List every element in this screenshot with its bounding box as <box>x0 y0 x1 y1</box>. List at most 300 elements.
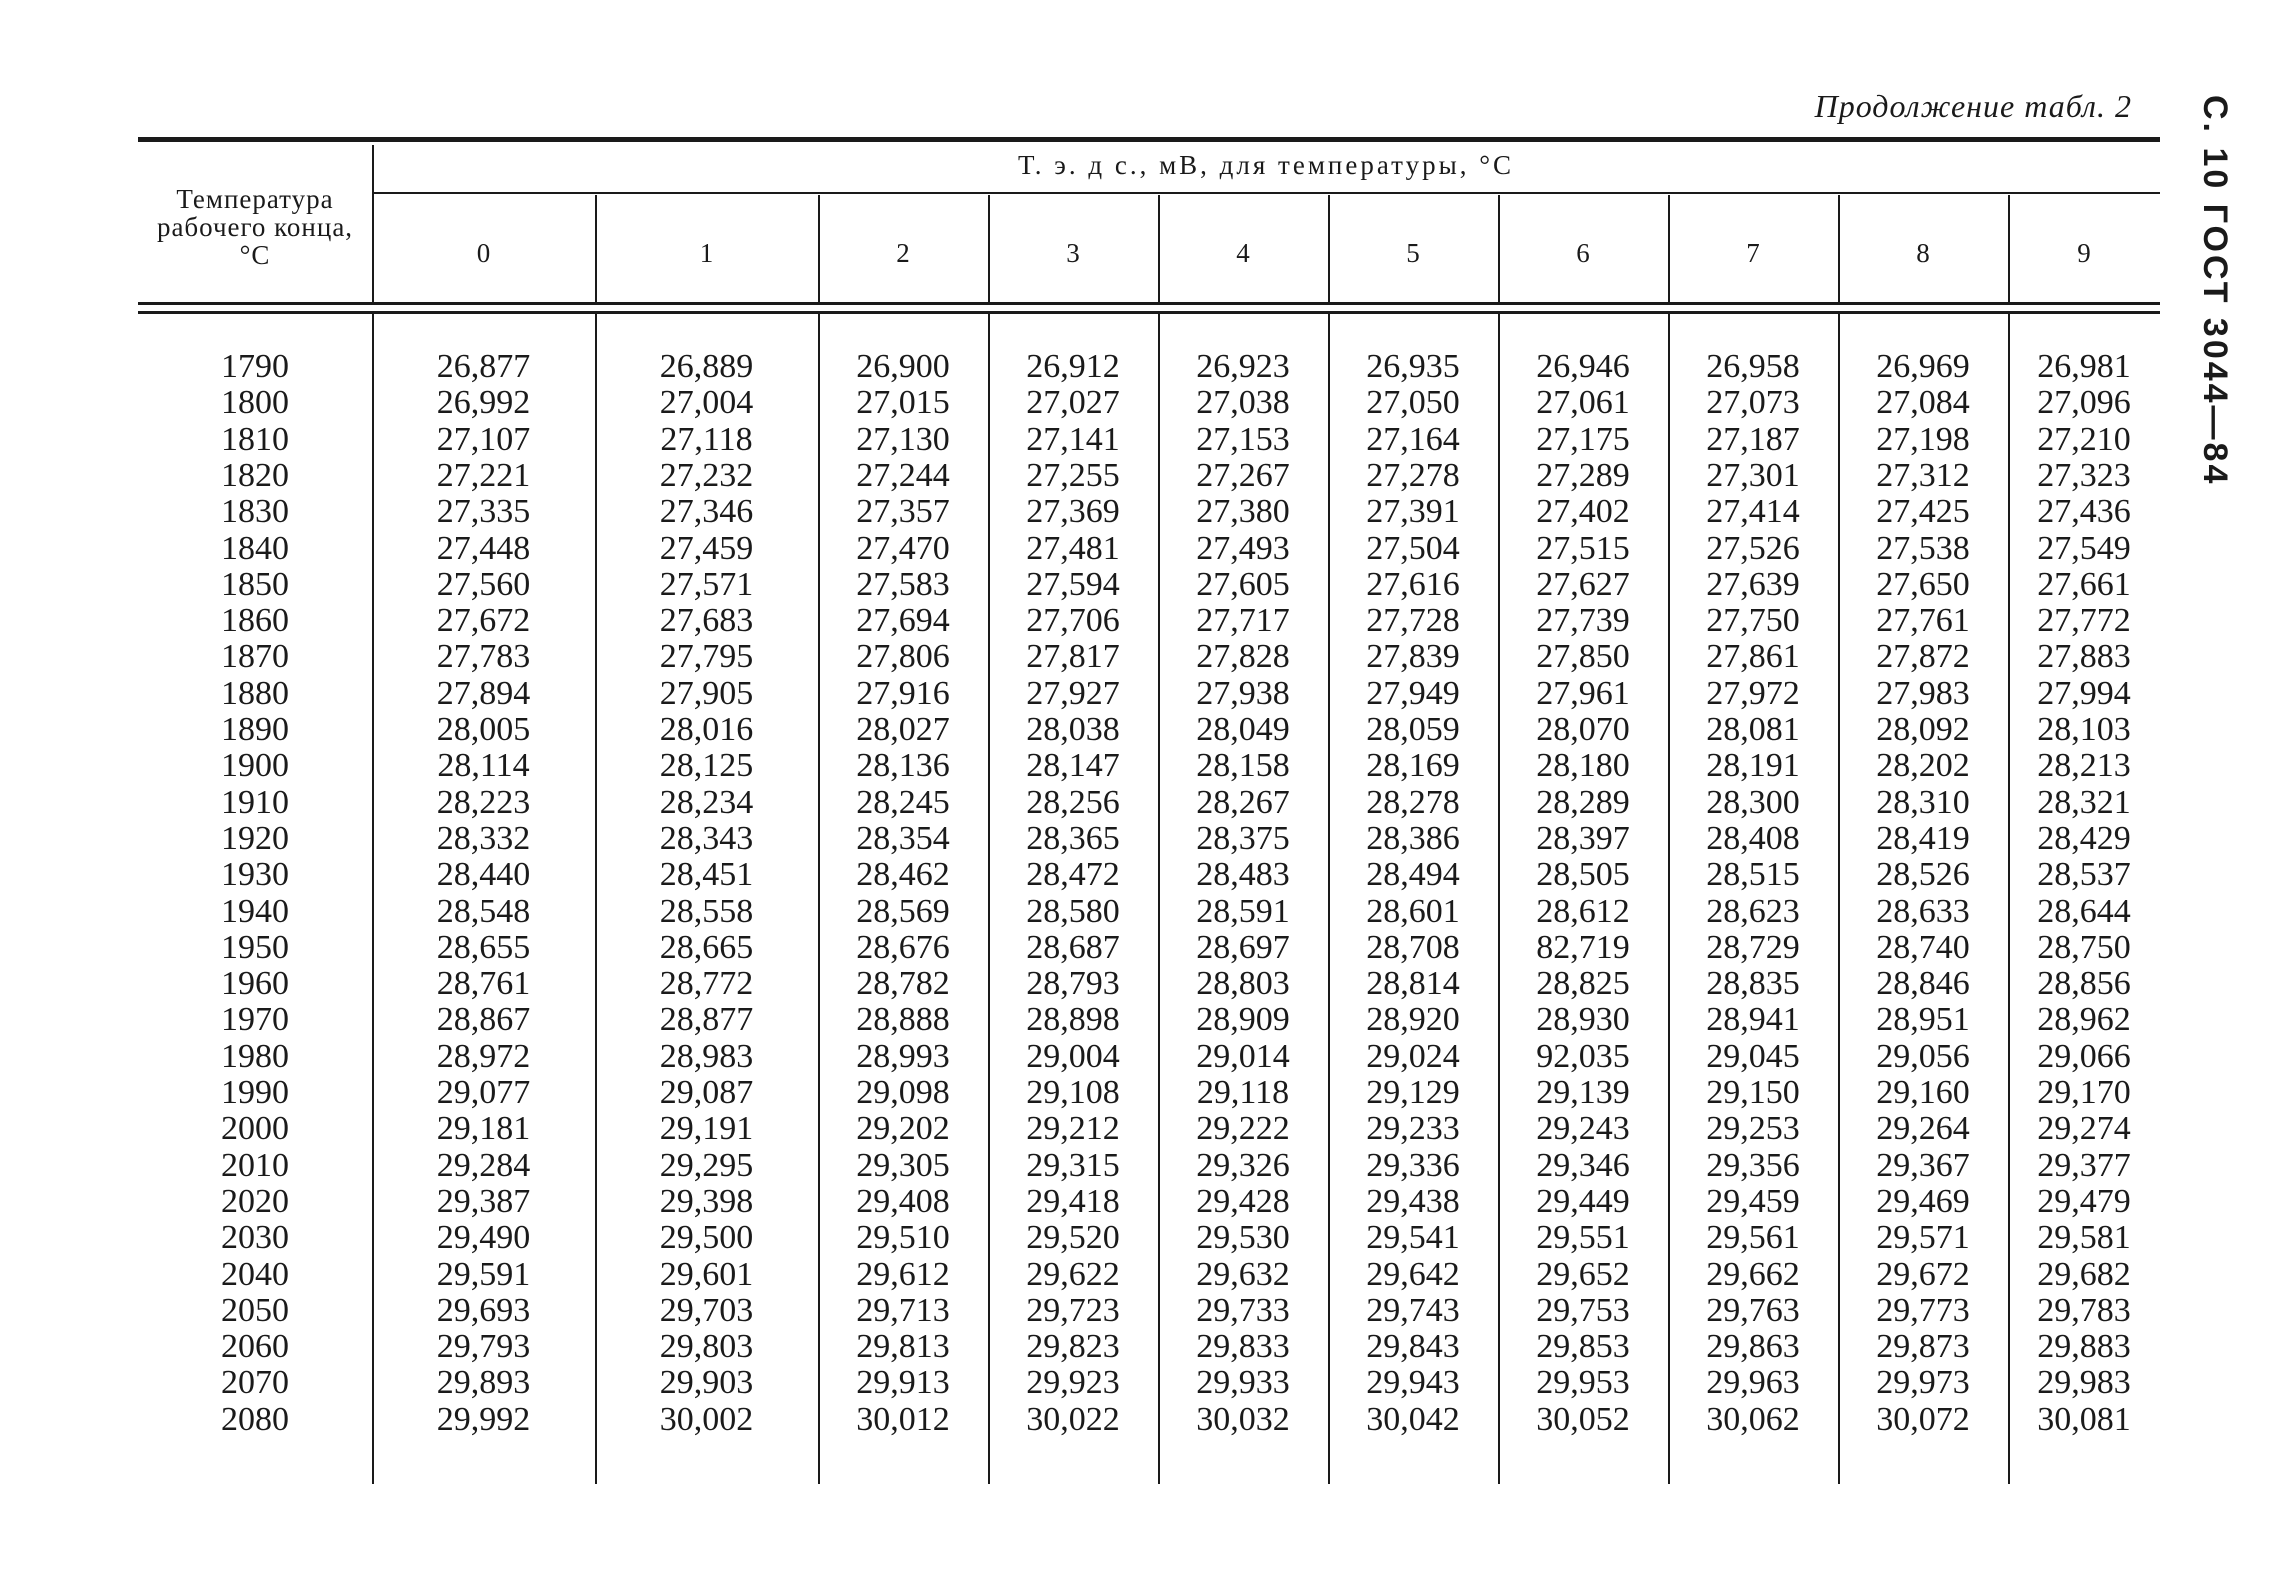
table-cell: 29,408 <box>856 1182 950 1220</box>
table-cell: 29,449 <box>1536 1182 1630 1220</box>
table-cell: 27,650 <box>1876 565 1970 603</box>
table-cell: 28,898 <box>1026 1001 1120 1039</box>
table-cell: 27,346 <box>659 493 754 531</box>
table-cell: 28,814 <box>1366 965 1460 1003</box>
table-cell: 28,081 <box>1706 711 1800 748</box>
span-header: Т. э. д с., мВ, для температуры, °С <box>1017 150 1515 180</box>
table-cell: 27,448 <box>436 529 531 567</box>
table-cell: 28,665 <box>659 928 754 966</box>
table-cell: 27,312 <box>1876 456 1970 494</box>
table-cell: 29,833 <box>1196 1328 1290 1366</box>
table-cell: 26,981 <box>2037 348 2131 385</box>
table-caption: Продолжение табл. 2 <box>1814 88 2132 124</box>
table-cell: 29,181 <box>436 1110 531 1148</box>
table-cell: 27,255 <box>1026 456 1120 494</box>
table-cell: 27,301 <box>1706 456 1800 494</box>
table-cell: 27,717 <box>1196 602 1290 640</box>
table-cell: 27,096 <box>2037 384 2131 422</box>
table-cell: 29,753 <box>1536 1291 1630 1329</box>
table-cell: 29,243 <box>1536 1110 1630 1148</box>
table-cell: 29,561 <box>1706 1219 1800 1257</box>
table-cell: 30,042 <box>1366 1400 1460 1438</box>
table-cell: 29,356 <box>1706 1146 1800 1184</box>
table-cell: 27,038 <box>1196 384 1290 422</box>
table-cell: 28,729 <box>1706 928 1800 966</box>
table-cell: 29,541 <box>1366 1219 1460 1257</box>
table-cell: 29,469 <box>1876 1182 1970 1220</box>
row-temperature: 2020 <box>221 1182 289 1220</box>
table-cell: 27,761 <box>1876 602 1970 640</box>
table-cell: 28,888 <box>856 1001 950 1039</box>
table-cell: 28,930 <box>1536 1001 1630 1039</box>
table-cell: 29,672 <box>1876 1255 1970 1293</box>
table-cell: 29,160 <box>1876 1074 1970 1111</box>
table-cell: 28,472 <box>1026 856 1120 894</box>
table-cell: 28,633 <box>1876 892 1970 930</box>
table-cell: 26,958 <box>1706 348 1800 385</box>
table-cell: 29,191 <box>659 1110 754 1148</box>
table-cell: 28,740 <box>1876 928 1970 966</box>
table-cell: 28,569 <box>856 892 950 930</box>
table-cell: 28,136 <box>856 747 950 785</box>
table-cell: 29,387 <box>436 1182 531 1220</box>
table-cell: 28,601 <box>1366 892 1460 930</box>
table-cell: 27,605 <box>1196 565 1290 603</box>
table-cell: 28,114 <box>437 747 530 785</box>
column-header-0: 0 <box>476 238 491 268</box>
table-cell: 27,571 <box>659 565 754 603</box>
table-cell: 28,983 <box>659 1037 754 1075</box>
table-cell: 29,642 <box>1366 1255 1460 1293</box>
table-cell: 27,972 <box>1706 674 1800 712</box>
row-temperature: 1900 <box>221 747 289 785</box>
table-cell: 28,038 <box>1026 711 1120 748</box>
table-cell: 29,682 <box>2037 1255 2131 1293</box>
table-cell: 28,644 <box>2037 892 2131 930</box>
table-cell: 26,969 <box>1876 348 1970 385</box>
table-cell: 30,032 <box>1196 1400 1290 1438</box>
table-cell: 28,591 <box>1196 892 1290 930</box>
table-cell: 30,052 <box>1536 1400 1630 1438</box>
table-cell: 29,992 <box>436 1400 531 1438</box>
table-cell: 27,278 <box>1366 456 1460 494</box>
table-cell: 27,118 <box>660 420 753 458</box>
table-cell: 27,795 <box>659 638 754 676</box>
table-cell: 27,883 <box>2037 638 2131 676</box>
table-cell: 28,537 <box>2037 856 2131 894</box>
table-cell: 28,049 <box>1196 711 1290 748</box>
table-cell: 28,623 <box>1706 892 1800 930</box>
page-side-label: С. 10 ГОСТ 3044—84 <box>2196 95 2234 487</box>
table-cell: 28,343 <box>659 819 754 857</box>
table-cell: 29,500 <box>659 1219 754 1257</box>
table-cell: 27,027 <box>1026 384 1120 422</box>
table-cell: 28,697 <box>1196 928 1290 966</box>
column-header-4: 4 <box>1236 238 1250 268</box>
table-cell: 30,081 <box>2037 1400 2131 1438</box>
table-cell: 27,560 <box>436 565 531 603</box>
table-cell: 29,367 <box>1876 1146 1970 1184</box>
table-cell: 28,223 <box>436 783 531 821</box>
column-header-1: 1 <box>699 238 714 268</box>
table-cell: 29,520 <box>1026 1219 1120 1257</box>
table-cell: 26,877 <box>436 348 531 385</box>
table-cell: 29,056 <box>1876 1037 1970 1075</box>
table-cell: 28,548 <box>436 892 531 930</box>
table-cell: 27,661 <box>2037 565 2131 603</box>
table-cell: 29,233 <box>1366 1110 1460 1148</box>
table-cell: 28,867 <box>436 1001 531 1039</box>
table-cell: 28,558 <box>659 892 754 930</box>
table-cell: 27,994 <box>2037 674 2131 712</box>
table-cell: 28,191 <box>1706 747 1800 785</box>
table-cell: 29,510 <box>856 1219 950 1257</box>
table-cell: 27,130 <box>856 420 950 458</box>
table-cell: 27,335 <box>436 493 531 531</box>
table-cell: 28,941 <box>1706 1001 1800 1039</box>
table-cell: 29,723 <box>1026 1291 1120 1329</box>
table-cell: 28,245 <box>856 783 950 821</box>
row-temperature: 1800 <box>221 384 289 422</box>
table-cell: 28,027 <box>856 711 950 748</box>
column-header-6: 6 <box>1576 238 1590 268</box>
row-temperature: 2010 <box>221 1146 289 1184</box>
table-cell: 28,059 <box>1366 711 1460 748</box>
table-cell: 27,107 <box>436 420 531 458</box>
row-temperature: 1890 <box>221 711 289 748</box>
table-cell: 26,912 <box>1026 348 1120 385</box>
table-cell: 26,889 <box>659 348 754 385</box>
table-cell: 29,903 <box>659 1364 754 1402</box>
table-cell: 28,772 <box>659 965 754 1003</box>
table-cell: 27,050 <box>1366 384 1460 422</box>
table-cell: 29,933 <box>1196 1364 1290 1402</box>
column-header-9: 9 <box>2077 238 2091 268</box>
table-cell: 27,549 <box>2037 529 2131 567</box>
row-temperature: 1970 <box>221 1001 289 1039</box>
table-cell: 28,793 <box>1026 965 1120 1003</box>
header-bottom-rule <box>138 302 2160 305</box>
table-cell: 29,118 <box>1196 1074 1290 1111</box>
table-cell: 27,938 <box>1196 674 1290 712</box>
table-cell: 28,846 <box>1876 965 1970 1003</box>
table-cell: 28,289 <box>1536 783 1630 821</box>
table-cell: 26,923 <box>1196 348 1290 385</box>
table-cell: 27,221 <box>436 456 531 494</box>
table-cell: 27,905 <box>659 674 754 712</box>
table-cell: 29,274 <box>2037 1110 2131 1148</box>
table-cell: 27,616 <box>1366 565 1460 603</box>
column-header-2: 2 <box>896 238 910 268</box>
table-cell: 29,326 <box>1196 1146 1290 1184</box>
table-cell: 29,479 <box>2037 1182 2131 1220</box>
table-cell: 28,462 <box>856 856 950 894</box>
table-cell: 28,835 <box>1706 965 1800 1003</box>
table-cell: 28,256 <box>1026 783 1120 821</box>
table-cell: 27,772 <box>2037 602 2131 640</box>
table-cell: 29,336 <box>1366 1146 1460 1184</box>
table-cell: 26,935 <box>1366 348 1460 385</box>
row-temperature: 1790 <box>221 348 289 385</box>
column-header-7: 7 <box>1746 238 1760 268</box>
table-cell: 28,213 <box>2037 747 2131 785</box>
table-cell: 27,750 <box>1706 602 1800 640</box>
table-cell: 28,451 <box>659 856 754 894</box>
table-cell: 29,983 <box>2037 1364 2131 1402</box>
table-cell: 29,612 <box>856 1255 950 1293</box>
table-cell: 28,515 <box>1706 856 1800 894</box>
table-cell: 28,386 <box>1366 819 1460 857</box>
table-cell: 27,153 <box>1196 420 1290 458</box>
table-cell: 27,073 <box>1706 384 1800 422</box>
table-cell: 27,594 <box>1026 565 1120 603</box>
table-cell: 27,916 <box>856 674 950 712</box>
table-cell: 29,459 <box>1706 1182 1800 1220</box>
table-cell: 27,728 <box>1366 602 1460 640</box>
table-cell: 29,098 <box>856 1074 950 1111</box>
table-cell: 28,321 <box>2037 783 2131 821</box>
table-cell: 27,706 <box>1026 602 1120 640</box>
table-cell: 27,323 <box>2037 456 2131 494</box>
table-cell: 29,077 <box>436 1074 531 1111</box>
column-header-8: 8 <box>1916 238 1930 268</box>
table-cell: 27,783 <box>436 638 531 676</box>
table-cell: 27,894 <box>436 674 531 712</box>
table-cell: 28,761 <box>436 965 531 1003</box>
row-temperature: 1850 <box>221 565 289 603</box>
table-cell: 29,601 <box>659 1255 754 1293</box>
table-cell: 27,210 <box>2037 420 2131 458</box>
table-cell: 28,310 <box>1876 783 1970 821</box>
table-cell: 27,806 <box>856 638 950 676</box>
table-cell: 27,141 <box>1026 420 1120 458</box>
table-cell: 28,877 <box>659 1001 754 1039</box>
table-cell: 27,493 <box>1196 529 1290 567</box>
table-cell: 30,062 <box>1706 1400 1800 1438</box>
table-cell: 27,672 <box>436 602 531 640</box>
header-sub-rule <box>372 192 2160 194</box>
table-cell: 29,004 <box>1026 1037 1120 1075</box>
table-cell: 26,992 <box>436 384 531 422</box>
row-temperature: 1950 <box>221 928 289 966</box>
table-cell: 29,581 <box>2037 1219 2131 1257</box>
table-cell: 82,719 <box>1536 928 1630 966</box>
table-cell: 28,267 <box>1196 783 1290 821</box>
table-cell: 27,627 <box>1536 565 1630 603</box>
table-cell: 26,946 <box>1536 348 1630 385</box>
table-cell: 27,402 <box>1536 493 1630 531</box>
table-cell: 29,883 <box>2037 1328 2131 1366</box>
header-bottom-rule-double <box>138 311 2160 314</box>
row-temperature: 2070 <box>221 1364 289 1402</box>
table-cell: 28,397 <box>1536 819 1630 857</box>
row-temperature: 1810 <box>221 420 289 458</box>
table-cell: 27,861 <box>1706 638 1800 676</box>
table-cell: 30,072 <box>1876 1400 1970 1438</box>
table-cell: 29,305 <box>856 1146 950 1184</box>
row-temperature: 1980 <box>221 1037 289 1075</box>
table-cell: 92,035 <box>1536 1037 1630 1075</box>
table-cell: 28,408 <box>1706 819 1800 857</box>
table-cell: 29,428 <box>1196 1182 1290 1220</box>
table-cell: 27,061 <box>1536 384 1630 422</box>
table-cell: 29,863 <box>1706 1328 1800 1366</box>
table-cell: 28,687 <box>1026 928 1120 966</box>
table-cell: 27,526 <box>1706 529 1800 567</box>
table-cell: 30,012 <box>856 1400 950 1438</box>
table-cell: 29,202 <box>856 1110 950 1148</box>
table-cell: 27,850 <box>1536 638 1630 676</box>
table-cell: 29,571 <box>1876 1219 1970 1257</box>
table-cell: 28,158 <box>1196 747 1290 785</box>
table-cell: 27,084 <box>1876 384 1970 422</box>
table-cell: 27,872 <box>1876 638 1970 676</box>
table-cell: 27,817 <box>1026 638 1120 676</box>
table-cell: 27,927 <box>1026 674 1120 712</box>
table-cell: 27,828 <box>1196 638 1290 676</box>
table-cell: 29,253 <box>1706 1110 1800 1148</box>
table-cell: 29,953 <box>1536 1364 1630 1402</box>
table-cell: 28,300 <box>1706 783 1800 821</box>
table-cell: 28,103 <box>2037 711 2131 748</box>
table-cell: 27,369 <box>1026 493 1120 531</box>
table-cell: 29,264 <box>1876 1110 1970 1148</box>
table-cell: 26,900 <box>856 348 950 385</box>
table-cell: 28,234 <box>659 783 754 821</box>
table-cell: 29,843 <box>1366 1328 1460 1366</box>
row-temperature: 1960 <box>221 965 289 1003</box>
table-cell: 28,803 <box>1196 965 1290 1003</box>
row-temperature: 2080 <box>221 1400 289 1438</box>
table-cell: 29,783 <box>2037 1291 2131 1329</box>
table-cell: 29,733 <box>1196 1291 1290 1329</box>
first-column-header: Температура рабочего конца, °С <box>156 184 354 270</box>
table-cell: 28,782 <box>856 965 950 1003</box>
table-cell: 27,949 <box>1366 674 1460 712</box>
table-cell: 29,923 <box>1026 1364 1120 1402</box>
table-cell: 27,425 <box>1876 493 1970 531</box>
table-cell: 27,639 <box>1706 565 1800 603</box>
table-cell: 28,505 <box>1536 856 1630 894</box>
table-cell: 28,655 <box>436 928 531 966</box>
table-cell: 29,652 <box>1536 1255 1630 1293</box>
table-cell: 29,346 <box>1536 1146 1630 1184</box>
table-cell: 28,365 <box>1026 819 1120 857</box>
table-cell: 29,139 <box>1536 1074 1630 1111</box>
table-cell: 29,418 <box>1026 1182 1120 1220</box>
table-cell: 27,983 <box>1876 674 1970 712</box>
table-cell: 27,839 <box>1366 638 1460 676</box>
row-temperature: 2040 <box>221 1255 289 1293</box>
table-cell: 29,813 <box>856 1328 950 1366</box>
table-cell: 29,773 <box>1876 1291 1970 1329</box>
table-cell: 29,963 <box>1706 1364 1800 1402</box>
table-cell: 28,920 <box>1366 1001 1460 1039</box>
row-temperature: 1940 <box>221 892 289 930</box>
table-cell: 27,515 <box>1536 529 1630 567</box>
row-temperature: 2060 <box>221 1328 289 1366</box>
table-cell: 27,470 <box>856 529 950 567</box>
table-cell: 30,002 <box>659 1400 754 1438</box>
table-cell: 28,169 <box>1366 747 1460 785</box>
table-cell: 29,222 <box>1196 1110 1290 1148</box>
table-cell: 27,175 <box>1536 420 1630 458</box>
row-temperature: 2030 <box>221 1219 289 1257</box>
table-cell: 28,375 <box>1196 819 1290 857</box>
table-cell: 27,267 <box>1196 456 1290 494</box>
table-cell: 28,005 <box>436 711 531 748</box>
table-cell: 28,332 <box>436 819 531 857</box>
row-temperature: 2050 <box>221 1291 289 1329</box>
table-cell: 29,150 <box>1706 1074 1800 1111</box>
row-temperature: 1870 <box>221 638 289 676</box>
column-divider-head <box>372 145 374 302</box>
table-cell: 28,278 <box>1366 783 1460 821</box>
table-cell: 28,526 <box>1876 856 1970 894</box>
table-cell: 28,962 <box>2037 1001 2131 1039</box>
table-cell: 27,538 <box>1876 529 1970 567</box>
table-cell: 28,580 <box>1026 892 1120 930</box>
table-cell: 28,825 <box>1536 965 1630 1003</box>
table-cell: 29,014 <box>1196 1037 1290 1075</box>
table-cell: 29,853 <box>1536 1328 1630 1366</box>
table-cell: 27,459 <box>659 529 754 567</box>
row-temperature: 1910 <box>221 783 289 821</box>
table-cell: 29,662 <box>1706 1255 1800 1293</box>
table-cell: 27,244 <box>856 456 950 494</box>
table-cell: 29,315 <box>1026 1146 1120 1184</box>
table-cell: 29,377 <box>2037 1146 2131 1184</box>
table-cell: 28,354 <box>856 819 950 857</box>
table-cell: 27,694 <box>856 602 950 640</box>
row-temperature: 1820 <box>221 456 289 494</box>
table-cell: 28,180 <box>1536 747 1630 785</box>
table-cell: 28,856 <box>2037 965 2131 1003</box>
table-cell: 28,440 <box>436 856 531 894</box>
table-cell: 27,289 <box>1536 456 1630 494</box>
table-cell: 29,212 <box>1026 1110 1120 1148</box>
table-cell: 28,483 <box>1196 856 1290 894</box>
table-top-rule <box>138 137 2160 142</box>
table-cell: 28,951 <box>1876 1001 1970 1039</box>
table-cell: 27,683 <box>659 602 754 640</box>
table-cell: 29,803 <box>659 1328 754 1366</box>
table-cell: 29,398 <box>659 1182 754 1220</box>
table-cell: 27,414 <box>1706 493 1800 531</box>
table-cell: 30,022 <box>1026 1400 1120 1438</box>
row-temperature: 1860 <box>221 602 289 640</box>
row-temperature: 1920 <box>221 819 289 857</box>
table-cell: 28,909 <box>1196 1001 1290 1039</box>
table-cell: 27,436 <box>2037 493 2131 531</box>
table-cell: 27,961 <box>1536 674 1630 712</box>
table-cell: 28,070 <box>1536 711 1630 748</box>
table-cell: 29,913 <box>856 1364 950 1402</box>
table-cell: 29,743 <box>1366 1291 1460 1329</box>
table-cell: 29,943 <box>1366 1364 1460 1402</box>
table-cell: 29,873 <box>1876 1328 1970 1366</box>
row-temperature: 1930 <box>221 856 289 894</box>
row-temperature: 1990 <box>221 1074 289 1111</box>
table-cell: 29,129 <box>1366 1074 1460 1111</box>
table-cell: 29,490 <box>436 1219 531 1257</box>
table-cell: 28,125 <box>659 747 754 785</box>
row-temperature: 1830 <box>221 493 289 531</box>
table-cell: 28,202 <box>1876 747 1970 785</box>
table-cell: 27,481 <box>1026 529 1120 567</box>
table-cell: 27,187 <box>1706 420 1800 458</box>
table-cell: 29,551 <box>1536 1219 1630 1257</box>
